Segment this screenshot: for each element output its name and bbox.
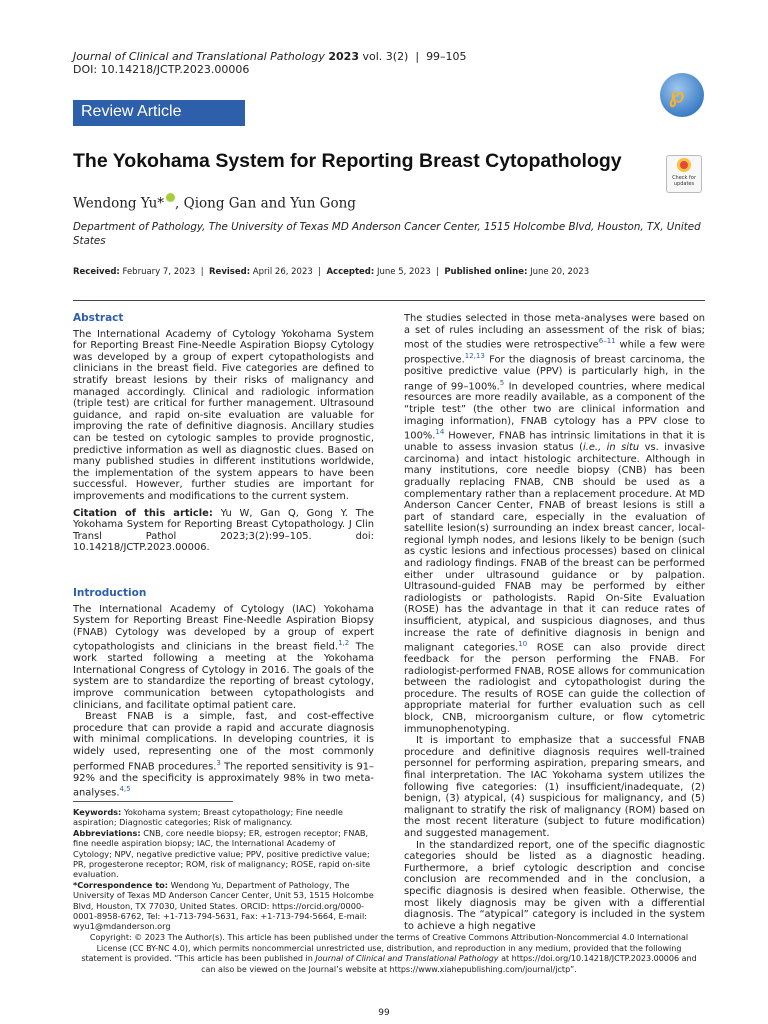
journal-name: Journal of Clinical and Translational Pathology	[73, 50, 325, 63]
right-paragraph-1: The studies selected in those meta-analyses were based on a set of rules including an assessment of the risk of bias; most of the studies were retrospective$^{6-11}$ while a few were prospective.$^{12,13}$ For the diagnosis of breast carcinoma, the positive predictive value (PPV) is particularly high, in the range of 99–100%.$^5$ In developed countries, where medical resources are more readily available, as a component of the “triple test” (the other two are clinical information and imaging information), FNAB cytology has a PPV close to 100%.$^{14}$ However, FNAB has intrinsic limitations in that it is unable to assess invasion status (i.e., in situ vs. invasive carcinoma) and intact histologic architecture. Although in many institutions, core needle biopsy (CNB) has been gradually replacing FNAB, CNB should be used as a complementary rather than a replacement procedure. At MD Anderson Cancer Center, FNAB of breast lesions is still a part of standard care, especially in the evaluation of satellite lesion(s) surrounding an index breast cancer, local-regional lymph nodes, and lesions likely to be benign (such as cystic lesions and infectious processes) based on clinical and radiology findings. FNAB of the breast can be performed either under ultrasound guidance or by palpation. Ultrasound-guided FNAB may be performed by either radiologists or pathologists. Rapid On-Site Evaluation (ROSE) has the advantage in that it can reduce rates of insufficient, atypical, and suspicious diagnoses, and thus increase the rate of definitive diagnosis in benign and malignant categories.$^{10}$ ROSE can also provide direct feedback for the person performing the FNAB. For radiologist-performed FNAB, ROSE allows for communication between the radiologist and cytopathologist during the procedure. The results of ROSE can guide the collection of appropriate material for further evaluation such as cell block, CNB, microorganism culture, or flow cytometric immunophenotyping.	[404, 313, 705, 735]
section-divider	[73, 300, 705, 301]
authors	[73, 193, 356, 212]
abstract-heading: Abstract	[73, 312, 124, 324]
footnote-divider	[73, 801, 233, 802]
author-first[interactable]: Wendong Yu	[73, 195, 158, 212]
abbreviations: Abbreviations: CNB, core needle biopsy; ER, estrogen receptor; FNAB, fine needle aspiration biopsy; IAC, the International Academy of Cytology; NPV, negative predictive value; PPV, positive predictive value; PR, progesterone receptor; ROM, risk of malignancy; ROSE, rapid on-site evaluation.	[73, 827, 371, 880]
doi[interactable]: DOI: 10.14218/JCTP.2023.00006	[73, 63, 250, 76]
correspondence: *Correspondence to: Wendong Yu, Department of Pathology, The University of Texas MD Anderson Cancer Center, Unit 53, 1515 Holcombe Blvd, Houston, TX 77030, United States. ORCID: https://orcid.org/0000-0001-8958-6762, Tel: +1-713-794-5631, Fax: +1-713-794-5664, E-mail: wyu1@mdanderson.org	[73, 879, 374, 932]
article-dates: Received: February 7, 2023 | Revised: April 26, 2023 | Accepted: June 5, 2023 | Published online: June 20, 2023	[73, 267, 590, 277]
journal-pages: 99–105	[426, 50, 467, 63]
right-column	[404, 313, 705, 932]
right-paragraph-2: It is important to emphasize that a successful FNAB procedure and definitive diagnosis requires well-trained personnel for performing aspiration, preparing smears, and final interpretation. The IAC Yokohama system utilizes the following five categories: (1) insufficient/inadequate, (2) benign, (3) atypical, (4) suspicious for malignancy, and (5) malignant to stratify the risk of malignancy (ROM) based on the most recent literature (subject to future modification) and suggested management.	[404, 735, 705, 840]
affiliation: Department of Pathology, The University of Texas MD Anderson Cancer Center, 1515 Holcombe Blvd, Houston, TX, United States	[73, 221, 701, 247]
page-number: 99	[378, 1008, 390, 1018]
journal-year: 2023	[328, 50, 359, 63]
footnotes	[73, 807, 374, 932]
article-type-banner	[73, 100, 245, 126]
abstract-section	[73, 313, 374, 554]
right-paragraph-3: In the standardized report, one of the specific diagnostic categories should be listed as a diagnostic heading. Furthermore, a brief cytologic description and concise conclusion are recommended and in the conclusion, a specific diagnosis is desired when feasible. Otherwise, the most likely diagnosis may be given with a differential diagnosis. The “atypical” category is included in the system to achieve a high negative	[404, 839, 705, 932]
introduction-section	[73, 588, 374, 799]
journal-logo-mark: ℘	[669, 82, 685, 108]
copyright-notice: Copyright: © 2023 The Author(s). This article has been published under the terms of Creative Commons Attribution-Noncommercial 4.0 International License (CC BY-NC 4.0), which permits noncommercial unrestricted use, distribution, and reproduction in any medium, provided that the following statement is provided. “This article has been published in Journal of Clinical and Translational Pathology at https://doi.org/10.14218/JCTP.2023.00006 and can also be viewed on the Journal’s website at https://www.xiahepublishing.com/journal/jctp”.	[81, 933, 697, 974]
intro-paragraph-1: The International Academy of Cytology (IAC) Yokohama System for Reporting Breast Fine-Needle Aspiration Biopsy (FNAB) Cytology was developed by a group of expert cytopathologists and clinicians in the breast field.$^{1,2}$ The work started following a meeting at the Yokohama International Congress of Cytology in 2016. The goals of the system are to standardize the reporting of breast cytology, improve communication between cytopathologists and clinicians, and facilitate optimal patient care.	[73, 603, 374, 711]
journal-header: Journal of Clinical and Translational Pathology 2023 vol. 3(2) | 99–105	[73, 50, 467, 63]
keywords: Keywords: Yokohama system; Breast cytopathology; Fine needle aspiration; Diagnostic categories; Risk of malignancy.	[73, 807, 343, 828]
article-title: The Yokohama System for Reporting Breast Cytopathology	[73, 150, 622, 172]
check-updates-icon	[677, 158, 691, 172]
introduction-heading: Introduction	[73, 587, 147, 599]
intro-paragraph-2: Breast FNAB is a simple, fast, and cost-effective procedure that can provide a rapid and accurate diagnosis with minimal complications. In developing countries, it is widely used, representing one of the most commonly performed FNAB procedures.$^3$ The reported sensitivity is 91–92% and the specificity is approximately 98% in two meta-analyses.$^{4,5}$	[73, 711, 374, 799]
citation: Citation of this article: Yu W, Gan Q, Gong Y. The Yokohama System for Reporting Breast Cytopathology. J Clin Transl Pathol 2023;3(2):99–105. doi: 10.14218/JCTP.2023.00006.	[73, 507, 375, 554]
correspondence-mark: *	[157, 195, 165, 212]
abstract-text: The International Academy of Cytology Yokohama System for Reporting Breast Fine-Needle Aspiration Biopsy Cytology was developed by a group of expert cytopathologists and clinicians in the breast field. Five categories are defined to stratify breast lesions by their risks of malignancy and managed accordingly. Clinical and radiologic information (triple test) are critical for further management. Ultrasound guidance, and rapid on-site evaluation are valuable for improving the rate of definitive diagnosis. Ancillary studies can be tested on cytologic samples to provide prognostic, predictive information as well as diagnostic clues. Based on many published studies in different institutions worldwide, the implementation of the system appears to have been successful. However, further studies are important for improvements and modifications to the current system.	[73, 328, 374, 502]
article-type: Review Article	[81, 103, 182, 120]
author-rest: , Qiong Gan and Yun Gong	[175, 195, 356, 212]
check-updates-label: Check for updates	[672, 175, 696, 187]
orcid-icon[interactable]	[166, 193, 175, 202]
journal-volume: vol. 3(2)	[362, 50, 409, 63]
